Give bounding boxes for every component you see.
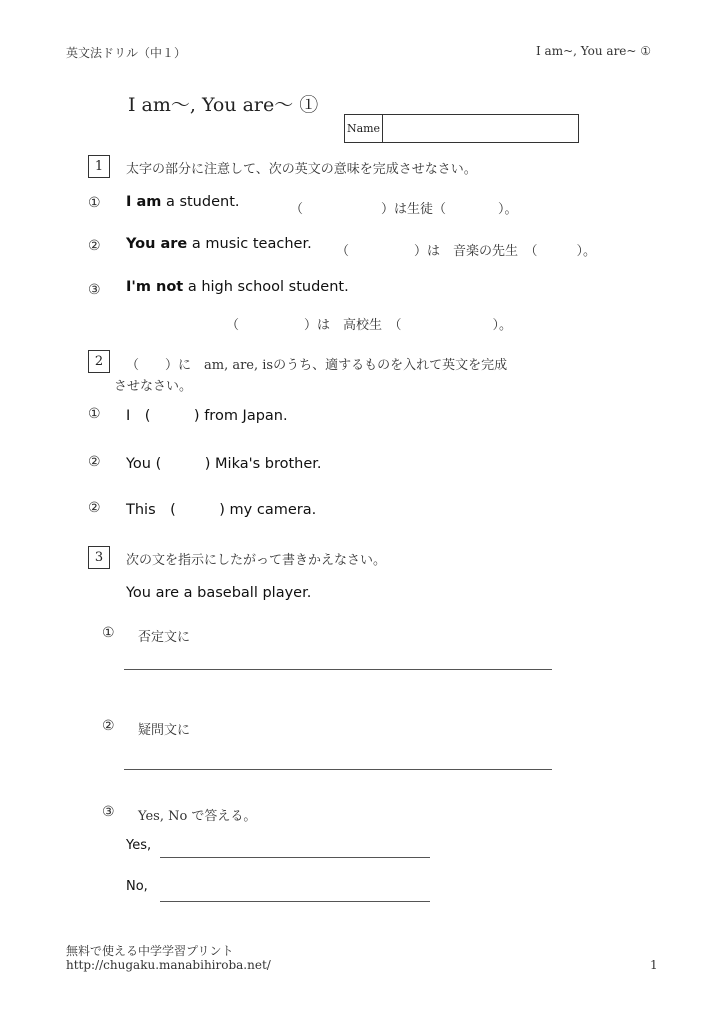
s1-item2-bold: You are: [126, 236, 188, 252]
section1-number: 1: [88, 155, 110, 178]
s1-item1-rest: a student.: [161, 194, 240, 210]
s1-item3-marker: ③: [88, 282, 101, 298]
section2-instruction-line2: させなさい。: [114, 379, 193, 394]
s2-item1-marker: ①: [88, 406, 101, 422]
footer-url[interactable]: http://chugaku.manabihiroba.net/: [66, 958, 271, 972]
section2-number: 2: [88, 350, 110, 373]
page-number: 1: [650, 958, 658, 972]
s1-item1-blank[interactable]: （ ）は生徒（ ）。: [290, 202, 518, 217]
name-field[interactable]: [383, 115, 578, 142]
section3-number: 3: [88, 546, 110, 569]
section1-instruction: 太字の部分に注意して、次の英文の意味を完成させなさい。: [126, 162, 477, 177]
s1-item2-rest: a music teacher.: [187, 236, 312, 252]
s3-item2-marker: ②: [102, 718, 115, 734]
header-left: 英文法ドリル（中１）: [66, 46, 187, 60]
s2-item3-sentence: This ( ) my camera.: [126, 502, 317, 518]
answer-line-no[interactable]: [160, 901, 430, 902]
s1-item1-bold: I am: [126, 194, 162, 210]
section3-sentence: You are a baseball player.: [126, 585, 312, 601]
no-label: No,: [126, 879, 148, 894]
s3-item3-label: Yes, No で答える。: [138, 809, 257, 824]
s1-item3-rest: a high school student.: [183, 279, 349, 295]
s1-item3-bold: I'm not: [126, 279, 184, 295]
s2-item2-sentence: You ( ) Mika's brother.: [126, 456, 322, 472]
s3-item3-marker: ③: [102, 804, 115, 820]
answer-line-negative[interactable]: [124, 669, 552, 670]
name-label: Name: [345, 115, 383, 142]
s1-item1-marker: ①: [88, 195, 101, 211]
answer-line-question[interactable]: [124, 769, 552, 770]
s2-item1-sentence: I ( ) from Japan.: [126, 408, 288, 424]
section3-instruction: 次の文を指示にしたがって書きかえなさい。: [126, 553, 387, 568]
section2-instruction-line1: （ ）に am, are, isのうち、適するものを入れて英文を完成: [126, 358, 508, 373]
footer-line1: 無料で使える中学学習プリント: [66, 944, 234, 958]
s2-item2-marker: ②: [88, 454, 101, 470]
s1-item2-marker: ②: [88, 238, 101, 254]
s2-item3-marker: ②: [88, 500, 101, 516]
s1-item3-sentence: [126, 279, 349, 295]
s3-item2-label: 疑問文に: [138, 723, 191, 738]
s1-item1-sentence: [126, 194, 240, 210]
page-title: I am〜, You are〜 ①: [128, 94, 319, 116]
answer-line-yes[interactable]: [160, 857, 430, 858]
s1-item3-blank[interactable]: （ ）は 高校生 （ ）。: [226, 318, 513, 333]
s1-item2-blank[interactable]: （ ）は 音楽の先生 （ ）。: [336, 244, 597, 259]
s3-item1-label: 否定文に: [138, 630, 191, 645]
name-box: [344, 114, 579, 143]
s1-item2-sentence: [126, 236, 312, 252]
yes-label: Yes,: [126, 838, 152, 853]
s3-item1-marker: ①: [102, 625, 115, 641]
header-right: I am~, You are~ ①: [536, 44, 652, 58]
